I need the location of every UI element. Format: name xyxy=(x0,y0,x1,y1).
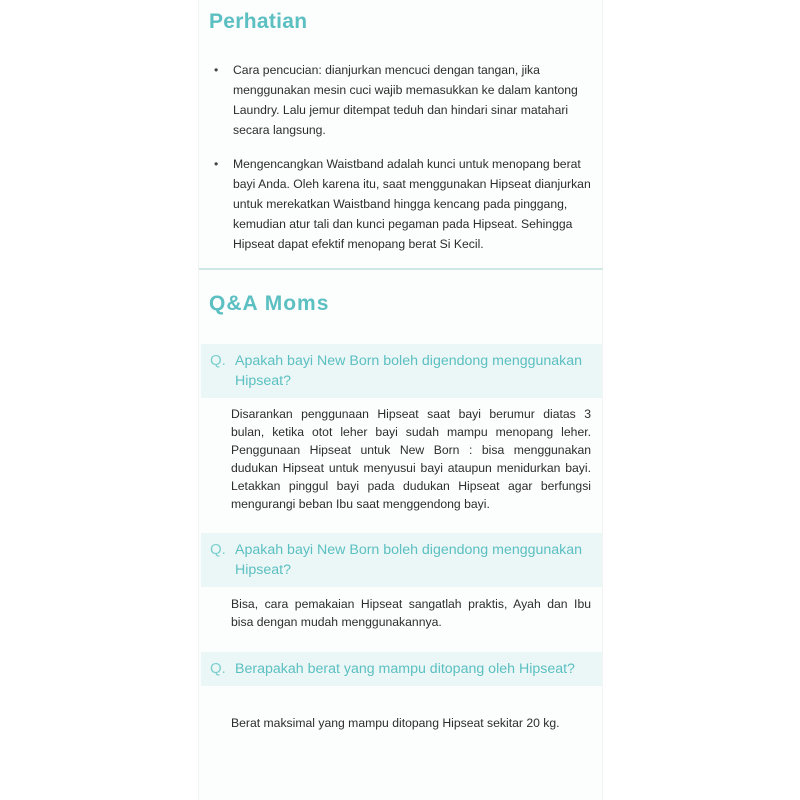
qa-question xyxy=(201,652,602,686)
qa-question-text: Apakah bayi New Born boleh digendong menggunakan Hipseat? xyxy=(235,353,583,389)
bullet-icon: • xyxy=(214,63,219,77)
qa-question xyxy=(201,344,602,398)
qa-question-text: Berapakah berat yang mampu ditopang oleh Hipseat? xyxy=(235,661,575,677)
section-divider xyxy=(199,268,603,270)
perhatian-item-text: Mengencangkan Waistband adalah kunci untuk menopang berat bayi Anda. Oleh karena itu, saat menggunakan Hipseat dianjurkan untuk merekatkan Waistband hingga kencang pada pinggang, kemudian atur tali dan kunci pegaman pada Hipseat. Sehingga Hipseat dapat efektif menopang berat Si Kecil. xyxy=(233,157,591,251)
bullet-icon: • xyxy=(214,157,219,171)
content-panel xyxy=(198,0,603,800)
qa-answer: Disarankan penggunaan Hipseat saat bayi berumur diatas 3 bulan, ketika otot leher bayi sudah mampu menopang leher. Penggunaan Hipseat untuk New Born : bisa menggunakan dudukan Hipseat untuk menyusui bayi ataupun menidurkan bayi. Letakkan pinggul bayi pada dudukan Hipseat agar berfungsi mengurangi beban Ibu saat menggendong bayi. xyxy=(231,407,591,511)
question-mark-icon: Q. xyxy=(210,660,226,677)
question-mark-icon: Q. xyxy=(210,541,226,558)
question-mark-icon: Q. xyxy=(210,352,226,369)
perhatian-list xyxy=(209,60,594,268)
qa-answer: Berat maksimal yang mampu ditopang Hipseat sekitar 20 kg. xyxy=(231,716,560,730)
qa-answer: Bisa, cara pemakaian Hipseat sangatlah praktis, Ayah dan Ibu bisa dengan mudah menggunakannya. xyxy=(231,597,591,629)
perhatian-heading: Perhatian xyxy=(209,10,308,33)
perhatian-item-text: Cara pencucian: dianjurkan mencuci dengan tangan, jika menggunakan mesin cuci wajib memasukkan ke dalam kantong Laundry. Lalu jemur ditempat teduh dan hindari sinar matahari secara langsung. xyxy=(233,63,578,137)
qa-question xyxy=(201,533,602,587)
perhatian-item xyxy=(209,60,594,140)
qa-question-text: Apakah bayi New Born boleh digendong menggunakan Hipseat? xyxy=(235,542,583,578)
qa-heading: Q&A Moms xyxy=(209,292,330,315)
perhatian-item xyxy=(209,154,594,254)
